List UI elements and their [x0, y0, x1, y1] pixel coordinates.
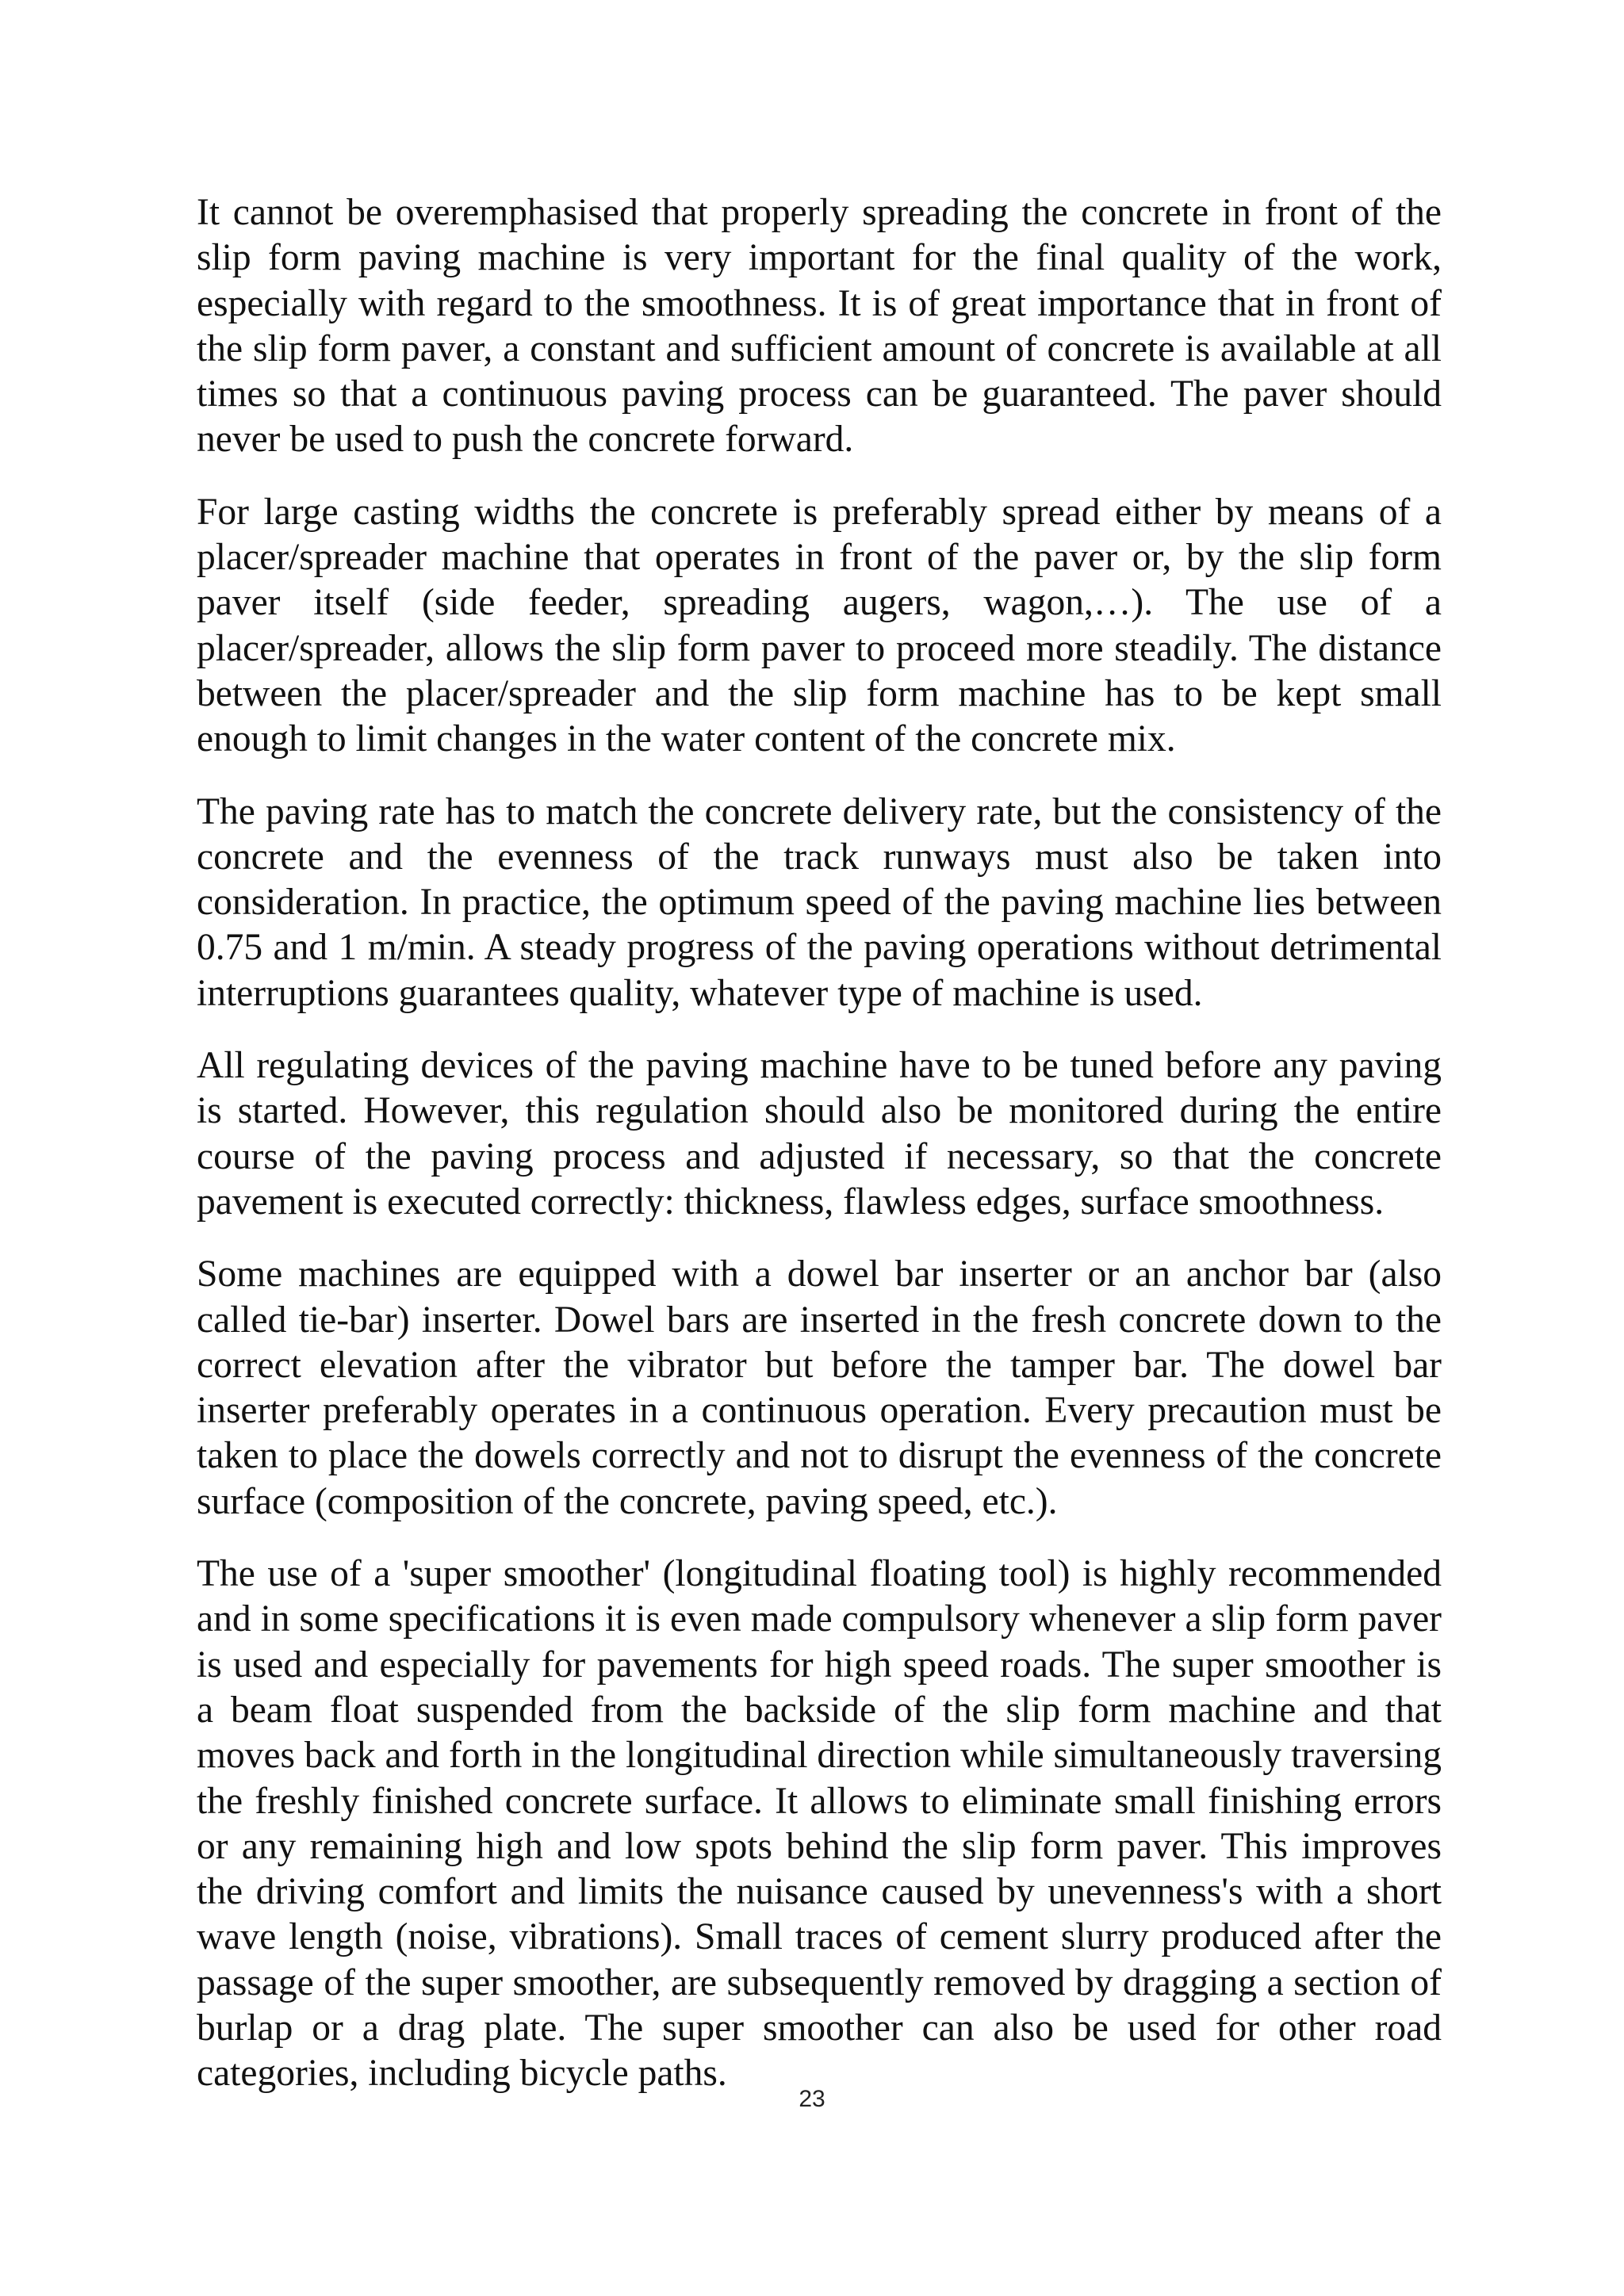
- page-number: 23: [799, 2086, 825, 2112]
- paragraph-regulating-devices: All regulating devices of the paving machine have to be tuned before any paving is started. However, this regulation should also be monitored during the entire course of the paving process and adjusted if necessary, so that the concrete pavement is executed correctly: thickness, flawless edges, surface smoothness.: [197, 1045, 1442, 1223]
- paragraph-super-smoother: The use of a 'super smoother' (longitudinal floating tool) is highly recommended and in some specifications it is even made compulsory whenever a slip form paver is used and especially for pavements for high speed roads. The super smoother is a beam float suspended from the backside of the slip form machine and that moves back and forth in the longitudinal direction while simultaneously traversing the freshly finished concrete surface. It allows to eliminate small finishing errors or any remaining high and low spots behind the slip form paver. This improves the driving comfort and limits the nuisance caused by unevenness's with a short wave length (noise, vibrations). Small traces of cement slurry produced after the passage of the super smoother, are subsequently removed by dragging a section of burlap or a drag plate. The super smoother can also be used for other road categories, including bicycle paths.: [197, 1553, 1442, 2095]
- paragraph-dowel-bar-inserter: Some machines are equipped with a dowel bar inserter or an anchor bar (also called tie-bar) inserter. Dowel bars are inserted in the fresh concrete down to the correct elevation after the vibrator but before the tamper bar. The dowel bar inserter preferably operates in a continuous operation. Every precaution must be taken to place the dowels correctly and not to disrupt the evenness of the concrete surface (composition of the concrete, paving speed, etc.).: [197, 1253, 1442, 1522]
- paragraph-slip-form-spreading: It cannot be overemphasised that properly spreading the concrete in front of the slip form paving machine is very important for the final quality of the work, especially with regard to the smoothness. It is of great importance that in front of the slip form paver, a constant and sufficient amount of concrete is available at all times so that a continuous paving process can be guaranteed. The paver should never be used to push the concrete forward.: [197, 192, 1442, 461]
- page-body: [197, 190, 1442, 2124]
- paragraph-paving-rate: The paving rate has to match the concrete delivery rate, but the consistency of the concrete and the evenness of the track runways must also be taken into consideration. In practice, the optimum speed of the paving machine lies between 0.75 and 1 m/min. A steady progress of the paving operations without detrimental interruptions guarantees quality, whatever type of machine is used.: [197, 790, 1442, 1014]
- paragraph-placer-spreader: For large casting widths the concrete is preferably spread either by means of a placer/spreader machine that operates in front of the paver or, by the slip form paver itself (side feeder, spreading augers, wagon,…). The use of a placer/spreader, allows the slip form paver to proceed more steadily. The distance between the placer/spreader and the slip form machine has to be kept small enough to limit changes in the water content of the concrete mix.: [197, 491, 1442, 760]
